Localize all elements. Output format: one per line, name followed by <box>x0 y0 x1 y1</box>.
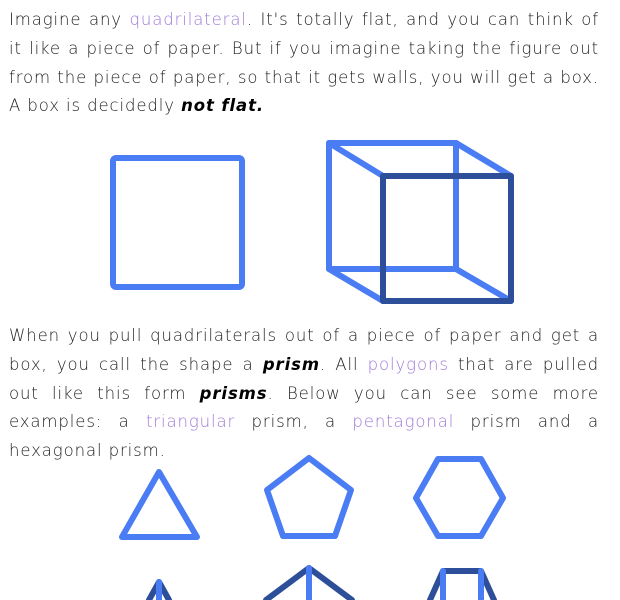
cube-edge <box>329 143 383 176</box>
hexagon-shape <box>416 459 503 536</box>
text-segment: . All <box>319 354 368 374</box>
text-segment: Imagine any <box>9 10 130 29</box>
triangle-shape <box>122 472 197 537</box>
triangular-prism-shape <box>149 582 169 600</box>
text-segment: prism, a <box>235 412 353 432</box>
cube-edge <box>456 143 511 176</box>
pentagonal-prism-shape <box>266 568 352 600</box>
emphasis-not-flat: not flat. <box>181 96 265 116</box>
intro-paragraph <box>9 6 599 121</box>
link-pentagonal[interactable]: pentagonal <box>352 412 455 432</box>
hexagonal-prism-shape <box>430 571 494 600</box>
cube-back-face <box>329 143 456 269</box>
pentagon-shape <box>267 458 351 536</box>
cube-edge <box>329 269 383 301</box>
square-shape <box>113 158 242 287</box>
cube-shape <box>329 143 511 301</box>
text-segment: . It's totally flat, and you can think of it like a piece of paper. But if you imagine taking the figure out from the piece of paper, so that it gets walls, you will get a box. A box is decidedly <box>9 10 599 116</box>
text-segment: that are pulled out like this form <box>9 354 600 403</box>
link-quadrilateral[interactable]: quadrilateral <box>129 10 247 29</box>
cube-front-face <box>383 176 511 301</box>
text-segment: . Below you can see some more examples: a <box>9 383 599 432</box>
link-triangular[interactable]: triangular <box>145 412 236 432</box>
text-segment: prism and a hexagonal prism. <box>9 412 599 461</box>
text-segment: When you pull quadrilaterals out of a piece of paper and get a box, you call the shape a <box>9 326 599 374</box>
emphasis-prism: prism <box>262 354 320 374</box>
prism-paragraph <box>9 322 599 466</box>
emphasis-prisms: prisms <box>199 383 268 403</box>
cube-edge <box>456 269 511 301</box>
link-polygons[interactable]: polygons <box>367 354 449 374</box>
